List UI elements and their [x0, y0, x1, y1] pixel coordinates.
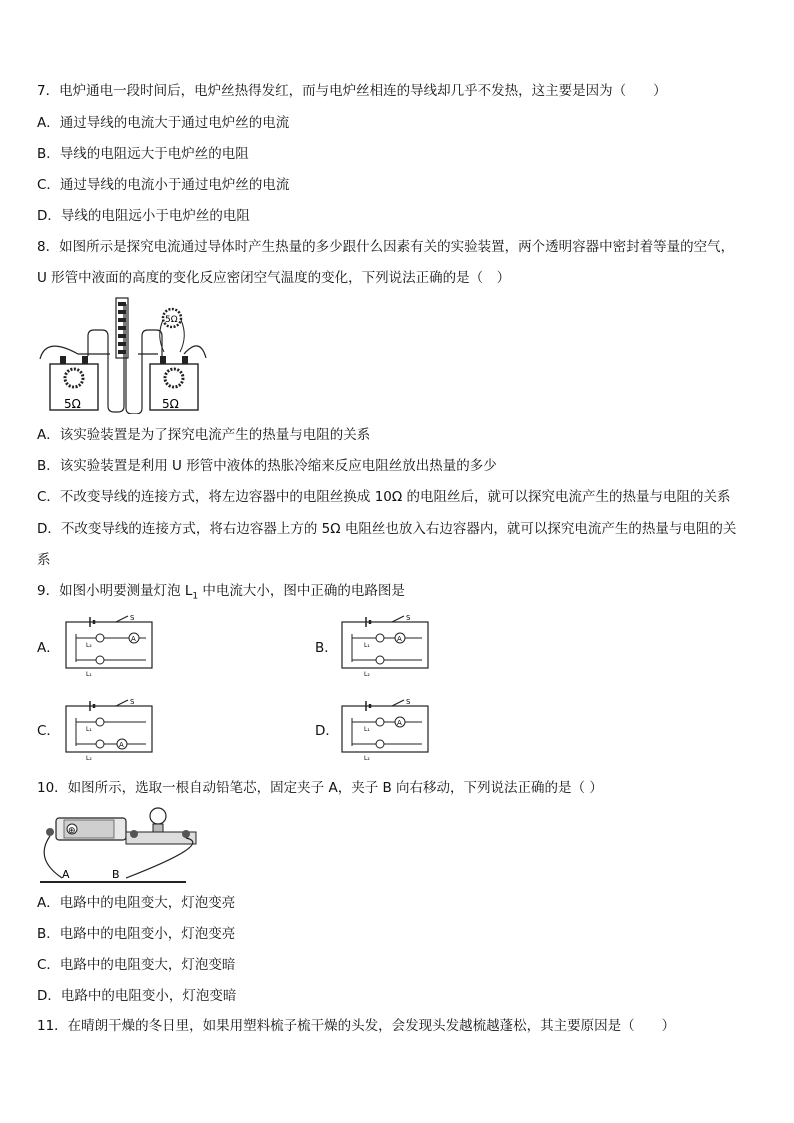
q8-apparatus-figure — [38, 296, 210, 414]
left-resistor-coil — [65, 369, 83, 387]
svg-text:L₁: L₁ — [86, 671, 92, 678]
q9-label-a: A． — [37, 640, 60, 656]
q10-option-b: B．电路中的电阻变小，灯泡变亮 — [37, 926, 236, 942]
svg-text:L₁: L₁ — [364, 726, 370, 733]
clip-a-label: A — [62, 868, 70, 881]
svg-text:A: A — [119, 741, 124, 749]
q9-label-b: B． — [315, 640, 338, 656]
q7-stem: 7．电炉通电一段时间后，电炉丝热得发红，而与电炉丝相连的导线却几乎不发热，这主要是因为（ ） — [37, 83, 667, 99]
q10-pencil-lead-figure — [36, 804, 216, 886]
top-resistor-label: 5Ω — [165, 315, 178, 325]
svg-text:L₂: L₂ — [364, 755, 370, 762]
svg-text:L₂: L₂ — [86, 755, 92, 762]
q9-circuit-c — [60, 696, 156, 764]
svg-text:S: S — [130, 698, 135, 706]
q9-label-d: D． — [315, 723, 339, 739]
svg-text:L₂: L₂ — [86, 642, 92, 649]
q10-option-a: A．电路中的电阻变大，灯泡变亮 — [37, 895, 236, 911]
q9-circuit-a — [60, 612, 156, 680]
q10-option-d: D．电路中的电阻变小，灯泡变暗 — [37, 988, 237, 1004]
q7-option-c: C．通过导线的电流小于通过电炉丝的电流 — [37, 177, 290, 193]
right-resistor-label: 5Ω — [162, 397, 179, 411]
svg-text:L₁: L₁ — [86, 726, 92, 733]
q8-option-b: B．该实验装置是利用 U 形管中液体的热胀冷缩来反应电阻丝放出热量的多少 — [37, 458, 497, 474]
svg-text:S: S — [406, 698, 411, 706]
q9-circuit-d — [336, 696, 432, 764]
q9-stem: 9．如图小明要测量灯泡 $L_1$ 中电流大小，图中正确的电路图是 — [37, 583, 405, 602]
svg-text:L₂: L₂ — [364, 671, 370, 678]
svg-text:⊕: ⊕ — [68, 826, 76, 836]
right-resistor-coil — [165, 369, 183, 387]
q7-option-d: D．导线的电阻远小于电炉丝的电阻 — [37, 208, 250, 224]
svg-text:S: S — [130, 614, 135, 622]
q10-option-c: C．电路中的电阻变大，灯泡变暗 — [37, 957, 236, 973]
q11-stem: 11．在晴朗干燥的冬日里，如果用塑料梳子梳干燥的头发，会发现头发越梳越蓬松，其主要原因是（ ） — [37, 1018, 676, 1034]
q9-label-c: C． — [37, 723, 60, 739]
svg-text:S: S — [406, 614, 411, 622]
clip-b-label: B — [112, 868, 120, 881]
q8-stem-line2: U 形管中液面的高度的变化反应密闭空气温度的变化，下列说法正确的是（ ） — [37, 270, 511, 286]
svg-text:A: A — [397, 635, 402, 643]
svg-text:A: A — [131, 635, 136, 643]
q8-option-d-wrap: 系 — [37, 552, 51, 568]
q8-stem-line1: 8．如图所示是探究电流通过导体时产生热量的多少跟什么因素有关的实验装置，两个透明容器中密封着等量的空气， — [37, 239, 735, 255]
q7-option-a: A．通过导线的电流大于通过电炉丝的电流 — [37, 115, 290, 131]
q9-circuit-b — [336, 612, 432, 680]
q8-option-d: D．不改变导线的连接方式，将右边容器上方的 5Ω 电阻丝也放入右边容器内，就可以探究电流产生的热量与电阻的关 — [37, 521, 737, 537]
svg-text:L₁: L₁ — [364, 642, 370, 649]
q8-option-a: A．该实验装置是为了探究电流产生的热量与电阻的关系 — [37, 427, 371, 443]
svg-text:A: A — [397, 719, 402, 727]
left-resistor-label: 5Ω — [64, 397, 81, 411]
q8-option-c: C．不改变导线的连接方式，将左边容器中的电阻丝换成 10Ω 的电阻丝后，就可以探究电流产生的热量与电阻的关系 — [37, 489, 731, 505]
q7-option-b: B．导线的电阻远大于电炉丝的电阻 — [37, 146, 249, 162]
bulb — [150, 808, 166, 824]
q10-stem: 10．如图所示，选取一根自动铅笔芯，固定夹子 A，夹子 B 向右移动，下列说法正确的是（ ） — [37, 780, 603, 796]
